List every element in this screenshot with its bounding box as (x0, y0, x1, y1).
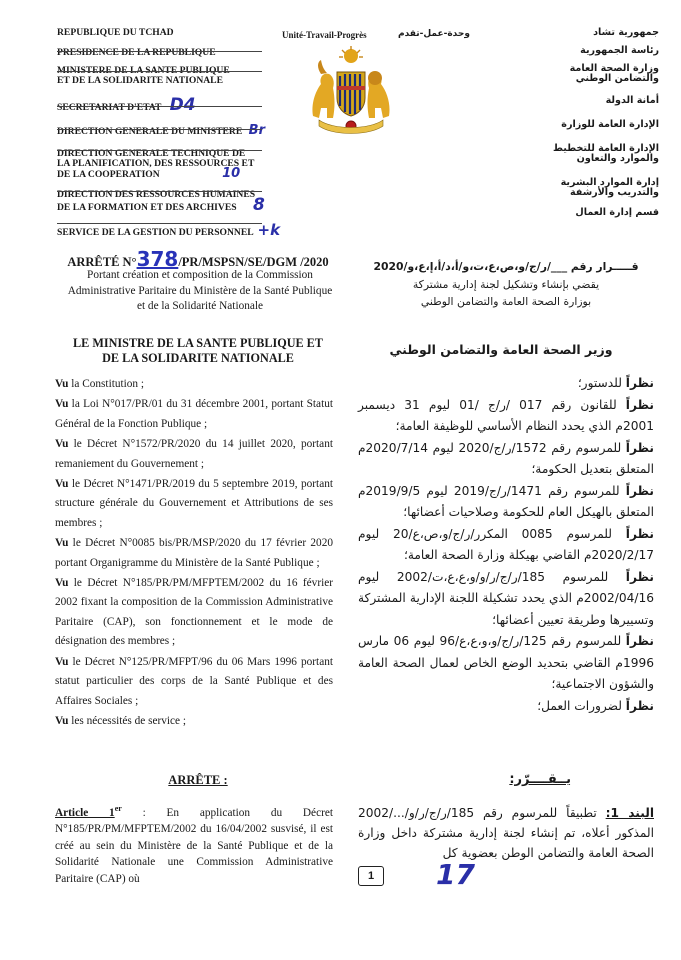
arrete-title-fr: ARRÊTÉ N°378/PR/MSPSN/SE/DGM /2020 (67, 247, 329, 271)
coat-of-arms-emblem (305, 46, 397, 138)
considerations-fr (55, 375, 333, 732)
secretariat-ar: أمانة الدولة (605, 95, 659, 106)
consideration-item-ar: نظراً للدستور؛ (577, 376, 654, 390)
page-number-box (358, 866, 384, 886)
consideration-item-fr: Vu le Décret N°1572/PR/2020 du 14 juillet 2020, portant remaniement du Gouvernement ; (55, 438, 333, 470)
minister-title-ar: وزير الصحة العامة والتضامن الوطني (389, 342, 613, 357)
handwritten-arrete-number: 378 (136, 247, 179, 271)
arrete-subject-fr: Portant création et composition de la Commission Administrative Paritaire du Ministère de la Santé Publique et de la Solidarité Nationale (67, 269, 333, 312)
arrete-title-ar: قـــــرار رقم ___/ر/ج/و،ص،ع،ت،و/أ،د/أ،إ،ع،و/2020 يقضي بإنشاء وتشكيل لجنة إدارية مشتركة بوزارة الصحة العامة والتضامن الوطني (373, 260, 639, 308)
motto-fr: Unité-Travail-Progrès (282, 30, 367, 40)
ministry-fr-2: ET DE LA SOLIDARITE NATIONALE (57, 75, 223, 86)
handwritten-initials: D4 (169, 95, 196, 115)
presidency-fr: PRESIDENCE DE LA REPUBLIQUE (57, 47, 216, 58)
consideration-item-ar: نظراً للمرسوم 0085 المكرر/ر/ج/و،ص،ع/20 ليوم 2020/2/17م القاضي بهيكلة وزارة الصحة العامة؛ (358, 526, 654, 562)
article-1-fr: Article 1er : En application du Décret N°185/PR/PM/MFPTEM/2002 du 16/04/2002 susvisé, il est créé au sein du Ministère de la Santé Publique et de la Solidarité Nationale une Commission Administrative Paritaire (CAP) où (55, 804, 333, 885)
handwritten-initials: 10 (222, 166, 241, 181)
ministry-ar-2: والتضامن الوطني (575, 73, 659, 84)
service-ar: قسم إدارة العمال (575, 207, 659, 218)
consideration-item-fr: Vu le Décret N°1471/PR/2019 du 5 septembre 2019, portant structure générale du Gouvernement et Attributions de ses membres ; (55, 478, 333, 529)
republic-fr: REPUBLIQUE DU TCHAD (57, 27, 174, 38)
drh-fr-1: DIRECTION DES RESSOURCES HUMAINES (57, 189, 256, 200)
dgm-ar: الإدارة العامة للوزارة (561, 119, 659, 130)
dgt-fr-2: LA PLANIFICATION, DES RESSOURCES ET (57, 158, 255, 169)
consideration-item-ar: نظراً للمرسوم رقم 1471/ر/ج/2019 ليوم 2019/9/5م المتعلق بالهيكل العام للحكومة وصلاحيات أعضائها؛ (358, 483, 654, 519)
dgt-fr-3: DE LA COOPERATION 10 (57, 166, 241, 181)
drh-fr-2: DE LA FORMATION ET DES ARCHIVES 8 (57, 195, 265, 215)
dgm-fr: DIRECTION GENERALE DU MINISTERE Br (57, 123, 265, 138)
drh-ar-2: والتدريب والأرشفة (569, 187, 659, 198)
service-fr: SERVICE DE LA GESTION DU PERSONNEL +k (57, 221, 281, 239)
decides-fr: ARRÊTE : (168, 773, 228, 787)
decides-ar: يــقــــرّر: (509, 772, 571, 787)
consideration-item-fr: Vu le Décret N°185/PR/PM/MFPTEM/2002 du 16 février 2002 fixant la composition de la Commission Administrative Paritaire (CAP), son fonctionnement et le mode de désignation des membres ; (55, 577, 333, 648)
motto-ar: وحدة-عمل-تقدم (398, 29, 470, 39)
republic-ar: جمهورية تشاد (593, 27, 659, 38)
consideration-item-fr: Vu la Constitution ; (55, 378, 145, 390)
handwritten-initials: 8 (252, 195, 265, 215)
page-number: 1 (367, 870, 375, 882)
considerations-ar (358, 373, 654, 717)
handwritten-mark: 17 (436, 858, 475, 891)
consideration-item-ar: نظراً للمرسوم 185/ر/ج/ر/و/و،ع،ع،ت/2002 ليوم 2002/04/16م الذي يحدد تشكيلة اللجنة الإدارية المشتركة وتسييرها وطريقة تعيين أعضائها؛ (358, 569, 655, 627)
article-1-ar: البند 1: تطبيقاً للمرسوم رقم 185/ر/ج/ر/و/.../2002 المذكور أعلاه، تم إنشاء لجنة إدارية مشتركة داخل وزارة الصحة العامة والتضامن الوطن بعضوية كل (358, 806, 654, 860)
ministry-ar-1: وزارة الصحة العامة (569, 63, 659, 74)
consideration-item-ar: نظراً للمرسوم رقم 1572/ر/ج/2020 ليوم 2020/7/14م المتعلق بتعديل الحكومة؛ (358, 440, 654, 476)
dgt-ar-2: والموارد والتعاون (576, 153, 659, 164)
secretariat-fr: SECRETARIAT D'ETAT D4 (57, 95, 196, 115)
handwritten-initials: Br (248, 123, 265, 138)
ministry-fr-1: MINISTERE DE LA SANTE PUBLIQUE (57, 65, 230, 76)
handwritten-initials: +k (257, 221, 281, 239)
consideration-item-fr: Vu les nécessités de service ; (55, 714, 187, 727)
dgt-fr-1: DIRECTION GENERALE TECHNIQUE DE (57, 148, 246, 159)
consideration-item-ar: نظراً لضرورات العمل؛ (537, 698, 654, 713)
header-left (57, 28, 280, 238)
consideration-item-ar: نظراً للمرسوم رقم 125/ر/ج/و،و،ع،ع/96 ليوم 06 مارس 1996م القاضي بتحديد الوضع الخاص لعمال الصحة العامة والشؤون الاجتماعية؛ (358, 634, 654, 691)
consideration-item-ar: نظراً للقانون رقم 017 /ر/ج /01 ليوم 31 ديسمبر 2001م الذي يحدد النظام الأساسي للوظيفة العامة؛ (358, 397, 654, 433)
dgt-ar-1: الإدارة العامة للتخطيط (552, 143, 659, 154)
consideration-item-fr: Vu le Décret N°0085 bis/PR/MSP/2020 du 17 février 2020 portant Organigramme du Ministère de la Santé Publique ; (55, 537, 333, 569)
drh-ar-1: إدارة الموارد البشرية (560, 177, 659, 188)
consideration-item-fr: Vu la Loi N°017/PR/01 du 31 décembre 2001, portant Statut Général de la Fonction Publique ; (55, 398, 333, 430)
minister-title-fr: LE MINISTRE DE LA SANTE PUBLIQUE ET DE LA SOLIDARITE NATIONALE (73, 336, 323, 365)
presidency-ar: رئاسة الجمهورية (580, 45, 659, 56)
consideration-item-fr: Vu le Décret N°125/PR/MFPT/96 du 06 Mars 1996 portant statut particulier des corps de la Santé Publique et des Affaires Sociales ; (55, 655, 333, 707)
header-right (553, 28, 659, 218)
